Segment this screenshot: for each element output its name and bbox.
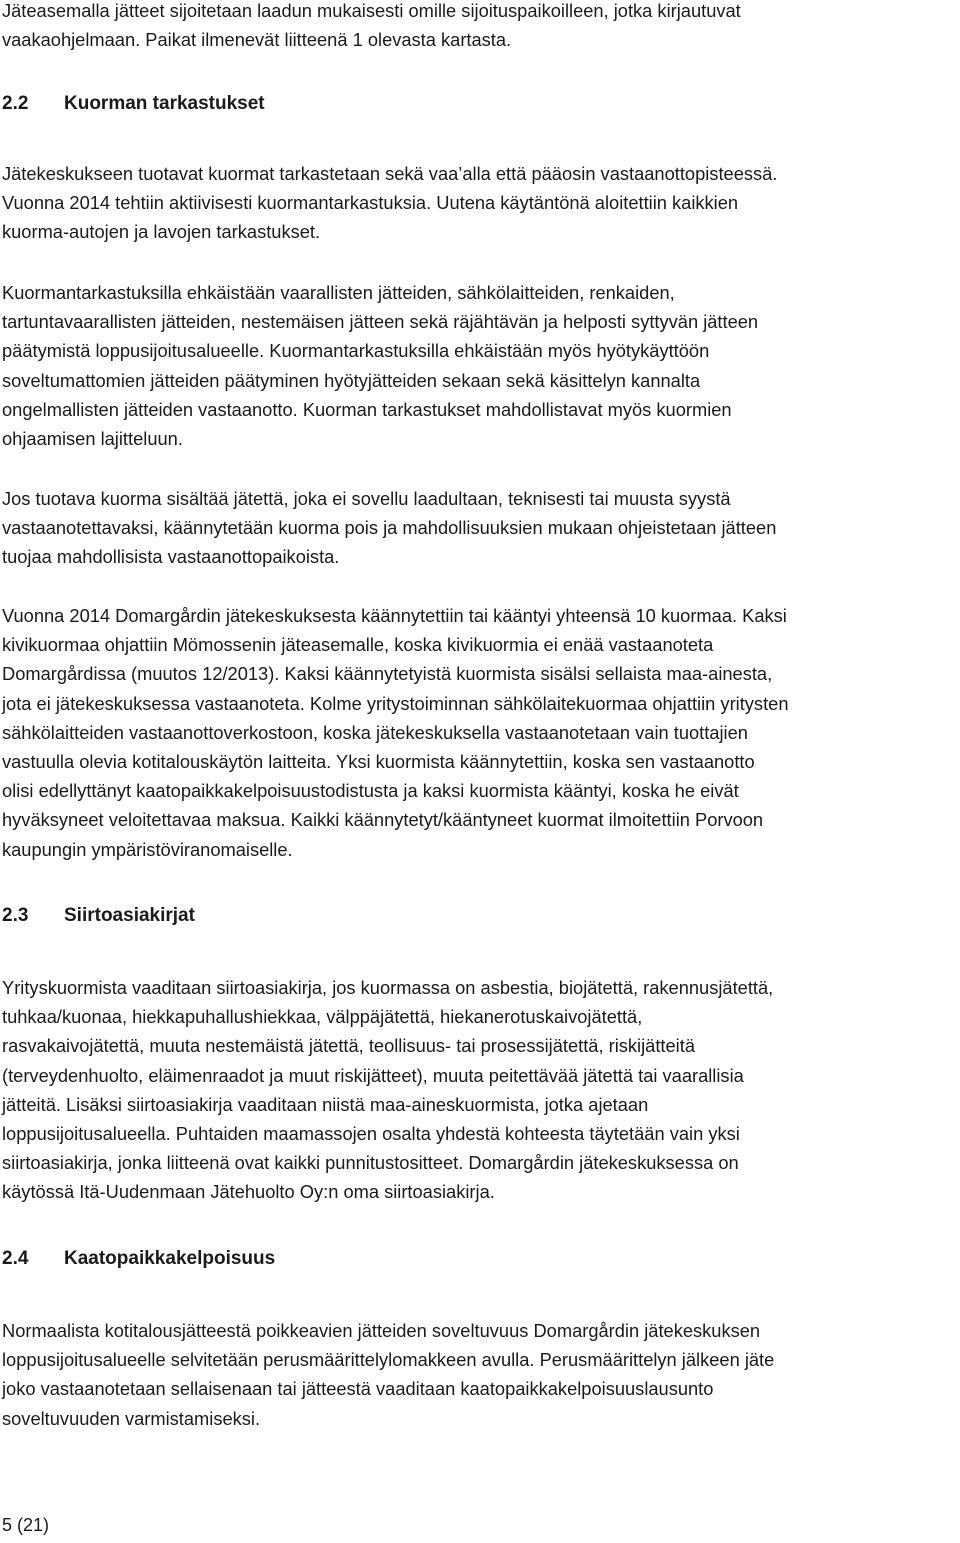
text-line: vaakaohjelmaan. Paikat ilmenevät liitteenä 1 olevasta kartasta. [2, 29, 512, 51]
text-line: olisi edellyttänyt kaatopaikkakelpoisuustodistusta ja kaksi kuormista kääntyi, koska he eivät [2, 780, 739, 802]
text-line: loppusijoitusalueelle selvitetään perusmäärittelylomakkeen avulla. Perusmäärittelyn jälkeen jäte [2, 1349, 775, 1371]
text-line: soveltuvuuden varmistamiseksi. [2, 1407, 261, 1429]
text-line: kuorma-autojen ja lavojen tarkastukset. [2, 221, 321, 243]
text-line: jätteitä. Lisäksi siirtoasiakirja vaaditaan niistä maa-aineskuormista, jotka ajetaan [2, 1093, 649, 1115]
text-line: tuojaa mahdollisista vastaanottopaikoista. [2, 546, 340, 568]
text-line: siirtoasiakirja, jonka liitteenä ovat kaikki punnitustositteet. Domargårdin jätekeskuksessa on [2, 1152, 739, 1174]
paragraph-inspection-purpose [2, 278, 958, 453]
text-line: vastuulla olevia kotitalouskäytön laitteita. Yksi kuormista käännytettiin, koska sen vastaanotto [2, 751, 755, 773]
section-heading-2-3 [2, 901, 195, 931]
section-title: Kuorman tarkastukset [64, 93, 265, 114]
text-line: jota ei jätekeskuksessa vastaanoteta. Kolme yritystoiminnan sähkölaitekuormaa ohjattiin yritysten [2, 692, 789, 714]
text-line: rasvakaivojätettä, muuta nestemäistä jätettä, teollisuus- tai prosessijätettä, riskijätteitä [2, 1035, 695, 1057]
text-line: kaupungin ympäristöviranomaiselle. [2, 838, 293, 860]
text-line: Domargårdissa (muutos 12/2013). Kaksi käännytetyistä kuormista sisälsi sellaista maa-ainesta, [2, 663, 773, 685]
text-line: tartuntavaarallisten jätteiden, nestemäisen jätteen sekä räjähtävän ja helposti syttyvän jätteen [2, 311, 759, 333]
section-title: Kaatopaikkakelpoisuus [64, 1248, 276, 1269]
text-line: hyväksyneet veloitettavaa maksua. Kaikki käännytetyt/kääntyneet kuormat ilmoitettiin Porvoon [2, 809, 764, 831]
text-line: Jätekeskukseen tuotavat kuormat tarkastetaan sekä vaa’alla että pääosin vastaanottopisteessä. [2, 163, 778, 184]
text-line: Vuonna 2014 tehtiin aktiivisesti kuormantarkastuksia. Uutena käytäntönä aloitettiin kaikkien [2, 192, 739, 214]
paragraph-load-inspections-intro [2, 159, 958, 247]
section-number: 2.3 [2, 905, 29, 926]
text-line: ohjaamisen lajitteluun. [2, 428, 183, 450]
text-line: käytössä Itä-Uudenmaan Jätehuolto Oy:n oma siirtoasiakirja. [2, 1181, 495, 1203]
text-line: Kuormantarkastuksilla ehkäistään vaarallisten jätteiden, sähkölaitteiden, renkaiden, [2, 282, 675, 303]
text-line: Jäteasemalla jätteet sijoitetaan laadun mukaisesti omille sijoituspaikoilleen, jotka kirjautuvat [2, 0, 741, 21]
text-line: ongelmallisten jätteiden vastaanotto. Kuorman tarkastukset mahdollistavat myös kuormien [2, 398, 732, 420]
text-line: päätymistä loppusijoitusalueelle. Kuormantarkastuksilla ehkäistään myös hyötykäyttöön [2, 340, 710, 362]
section-title: Siirtoasiakirjat [64, 905, 195, 926]
paragraph-load-rejection [2, 484, 958, 572]
section-number: 2.4 [2, 1248, 29, 1269]
text-line: vastaanotettavaksi, käännytetään kuorma pois ja mahdollisuuksien mukaan ohjeistetaan jätteen [2, 517, 777, 539]
text-line: (terveydenhuolto, eläimenraadot ja muut riskijätteet), muuta peitettävää jätettä tai vaarallisia [2, 1064, 744, 1086]
text-line: joko vastaanotetaan sellaisenaan tai jätteestä vaaditaan kaatopaikkakelpoisuuslausunto [2, 1378, 714, 1400]
paragraph-rejections-2014 [2, 601, 958, 864]
paragraph-waste-placement [2, 0, 958, 54]
section-heading-2-2 [2, 89, 265, 119]
section-number: 2.2 [2, 93, 29, 114]
text-line: Vuonna 2014 Domargårdin jätekeskuksesta käännytettiin tai kääntyi yhteensä 10 kuormaa. Kaksi [2, 605, 787, 626]
text-line: kivikuormaa ohjattiin Mömossenin jäteasemalle, koska kivikuormia ei enää vastaanoteta [2, 634, 714, 656]
text-line: soveltumattomien jätteiden päätyminen hyötyjätteiden sekaan sekä käsittelyn kannalta [2, 369, 701, 391]
text-line: tuhkaa/kuonaa, hiekkapuhallushiekkaa, välppäjätettä, hiekanerotuskaivojätettä, [2, 1006, 643, 1028]
page-number: 5 (21) [2, 1515, 50, 1535]
text-line: Jos tuotava kuorma sisältää jätettä, joka ei sovellu laadultaan, teknisesti tai muusta syystä [2, 488, 731, 509]
paragraph-transfer-documents [2, 973, 958, 1207]
text-line: Yrityskuormista vaaditaan siirtoasiakirja, jos kuormassa on asbestia, biojätettä, rakennusjätettä, [2, 977, 774, 998]
section-heading-2-4 [2, 1244, 275, 1274]
text-line: Normaalista kotitalousjätteestä poikkeavien jätteiden soveltuvuus Domargårdin jätekeskuksen [2, 1320, 761, 1341]
text-line: sähkölaitteiden vastaanottoverkostoon, koska jätekeskuksella vastaanotetaan vain tuottajien [2, 721, 748, 743]
text-line: loppusijoitusalueella. Puhtaiden maamassojen osalta yhdestä kohteesta täytetään vain yksi [2, 1123, 740, 1145]
paragraph-landfill-suitability [2, 1316, 958, 1433]
